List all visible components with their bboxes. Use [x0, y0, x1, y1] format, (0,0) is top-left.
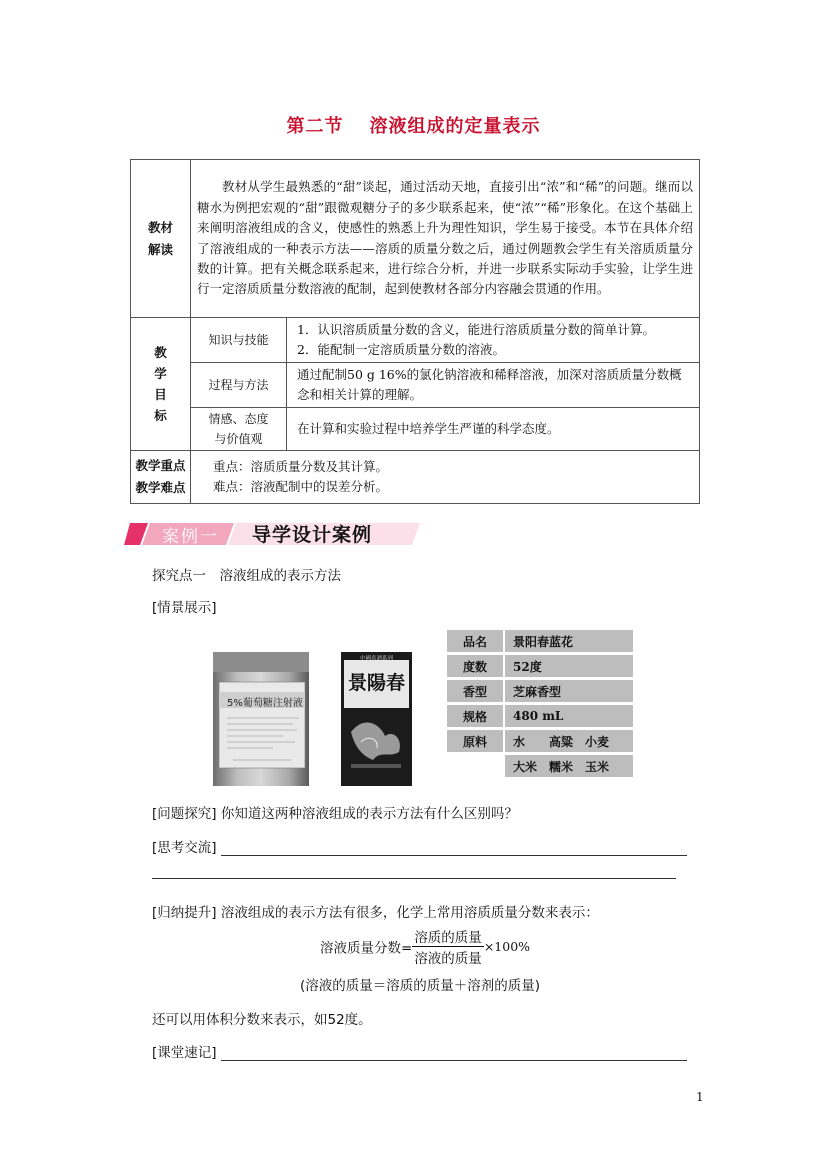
header-line: 标: [154, 408, 167, 423]
formula-denominator: 溶液的质量: [414, 951, 482, 967]
goal-line: 通过配制50 g 16%的氯化钠溶液和稀释溶液，加深对溶质质量分数概念和相关计算的理解。: [297, 367, 682, 402]
wine-key: 规格: [447, 705, 503, 727]
wine-key: 度数: [447, 655, 503, 677]
notes-tag: [课堂速记]: [152, 1045, 217, 1061]
summary-text: 溶液组成的表示方法有很多，化学上常用溶质质量分数来表示：: [220, 905, 599, 921]
wine-small-text: 中國名酒系列: [359, 656, 393, 662]
wine-row: [447, 630, 633, 652]
header-line: 教材: [147, 219, 173, 235]
wine-row: [447, 655, 633, 677]
wine-box-image: [341, 652, 412, 786]
wine-row: [447, 705, 633, 727]
banner-tag: 案例一: [162, 527, 219, 547]
goal-label: [191, 408, 287, 451]
header-line: 教学难点: [135, 480, 186, 495]
goal-line: 1．认识溶质质量分数的含义，能进行溶质质量分数的简单计算。: [297, 322, 655, 337]
goal-line: 2．能配制一定溶质质量分数的溶液。: [297, 342, 505, 357]
header-line: 学: [154, 366, 167, 381]
notes-row: [152, 1041, 700, 1061]
wine-value: 水 高粱 小麦: [505, 730, 633, 752]
goal-content: [287, 363, 700, 408]
wine-brand: 景陽春: [347, 672, 405, 694]
formula-lhs: 溶液质量分数=: [320, 940, 413, 957]
notes-line[interactable]: [221, 1046, 687, 1061]
wine-key: 品名: [447, 630, 503, 652]
goal-label: 知识与技能: [191, 318, 287, 363]
header-line: 解读: [147, 241, 173, 257]
page-number: 1: [696, 1090, 704, 1104]
think-tag: [思考交流]: [152, 840, 217, 856]
formula: [320, 926, 530, 967]
wine-key: 香型: [447, 680, 503, 702]
answer-line-2[interactable]: [152, 878, 676, 879]
wine-row: [447, 730, 633, 752]
wine-value: 52度: [505, 655, 633, 677]
question-tag: [问题探究]: [152, 806, 217, 822]
page-title: [0, 112, 827, 138]
question-row: [152, 802, 518, 822]
think-row: [152, 836, 700, 856]
summary-tag: [归纳提升]: [152, 905, 217, 921]
header-textbook: [131, 160, 191, 318]
key-points: [191, 451, 700, 504]
title-part2: 溶液组成的定量表示: [369, 116, 541, 137]
key-line: 难点：溶液配制中的误差分析。: [213, 479, 389, 494]
goal-content: [287, 408, 700, 451]
goal-content: [287, 318, 700, 363]
wine-value: 480 mL: [505, 705, 633, 727]
wine-row: [447, 755, 633, 777]
wine-value: 芝麻香型: [505, 680, 633, 702]
wine-key: 原料: [447, 730, 503, 752]
wine-key: [447, 755, 503, 777]
volume-fraction-note: 还可以用体积分数来表示，如52度。: [152, 1012, 372, 1028]
header-key-points: [131, 451, 191, 504]
header-goals: [131, 318, 191, 451]
scene-label: [情景展示]: [152, 600, 217, 616]
exploration-point: 探究点一 溶液组成的表示方法: [152, 568, 341, 584]
formula-fraction: [412, 926, 484, 967]
section-banner: [124, 519, 424, 547]
formula-numerator: 溶质的质量: [412, 926, 484, 947]
bottle-drawing: [213, 652, 309, 786]
wine-value: 景阳春蓝花: [505, 630, 633, 652]
goal-label-line: 与价值观: [214, 432, 263, 446]
wine-info-table: [447, 627, 633, 780]
bottle-label: 5%葡萄糖注射液: [227, 698, 303, 709]
glucose-bottle-image: [213, 652, 309, 786]
goal-line: 在计算和实验过程中培养学生严谨的科学态度。: [297, 421, 560, 436]
question-text: 你知道这两种溶液组成的表示方法有什么区别吗？: [220, 806, 518, 822]
wine-row: [447, 680, 633, 702]
goal-label: 过程与方法: [191, 363, 287, 408]
header-line: 教学重点: [135, 458, 186, 473]
header-line: 教: [154, 345, 167, 360]
textbook-analysis: 教材从学生最熟悉的“甜”谈起，通过活动天地，直接引出“浓”和“稀”的问题。继而以糖水为例把宏观的“甜”跟微观糖分子的多少联系起来，使“浓”“稀”形象化。在这个基础上来阐明溶液组成的含义，使感性的熟悉上升为理性知识，学生易于接受。本节在具体介绍了溶液组成的一种表示方法——溶质的质量分数之后，通过例题教会学生有关溶质质量分数的计算。把有关概念联系起来，进行综合分析，并进一步联系实际动手实验，让学生进行一定溶质质量分数溶液的配制，起到使教材各部分内容融会贯通的作用。: [191, 160, 700, 318]
formula-note: (溶液的质量＝溶质的质量＋溶剂的质量): [300, 978, 541, 994]
key-line: 重点：溶质质量分数及其计算。: [213, 459, 389, 474]
lesson-info-table: [130, 159, 700, 504]
summary-row: [152, 901, 599, 921]
goal-label-line: 情感、态度: [208, 412, 269, 426]
banner-title: 导学设计案例: [252, 524, 373, 546]
header-line: 目: [154, 387, 167, 402]
title-part1: 第二节: [286, 116, 344, 137]
formula-times: ×100%: [483, 939, 531, 954]
answer-line[interactable]: [221, 841, 687, 856]
wine-value: 大米 糯米 玉米: [505, 755, 633, 777]
